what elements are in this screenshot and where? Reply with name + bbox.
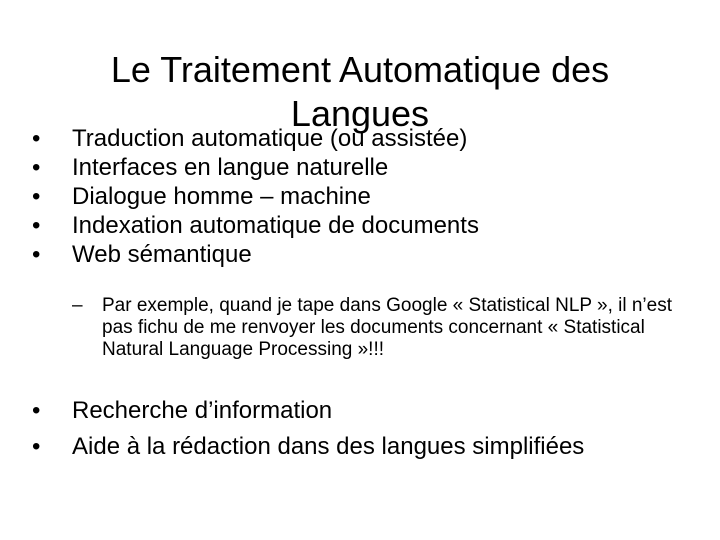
bullet-item [32, 153, 702, 182]
slide-title-line-1: Le Traitement Automatique des [110, 49, 610, 91]
bullet-text: Indexation automatique de documents [72, 212, 479, 239]
bullet-text: Dialogue homme – machine [72, 183, 371, 210]
bullet-item [32, 393, 702, 429]
bullet-text: Traduction automatique (ou assistée) [72, 125, 468, 152]
bullet-item [32, 429, 702, 465]
bullet-list [32, 124, 702, 269]
dash-marker: – [72, 295, 83, 316]
bullet-text: Recherche d’information [72, 397, 333, 424]
bullet-marker: • [32, 433, 41, 460]
bullet-item [32, 240, 702, 269]
bullet-list-continued [32, 393, 702, 465]
bullet-marker: • [32, 212, 41, 239]
slide-title [60, 48, 660, 136]
bullet-text: Aide à la rédaction dans des langues simplifiées [72, 433, 585, 460]
sub-bullet-text: Par exemple, quand je tape dans Google « Statistical NLP », il n’est pas fichu de me renvoyer les documents concernant « Statistical Natural Language Processing »!!! [102, 295, 672, 360]
bullet-text: Interfaces en langue naturelle [72, 154, 389, 181]
bullet-text: Web sémantique [72, 241, 252, 268]
bullet-marker: • [32, 125, 41, 152]
bullet-item [32, 211, 702, 240]
bullet-marker: • [32, 241, 41, 268]
bullet-marker: • [32, 183, 41, 210]
bullet-marker: • [32, 154, 41, 181]
sub-bullet-item [72, 295, 682, 361]
bullet-item [32, 182, 702, 211]
slide-title-line-2: Langues [290, 93, 430, 135]
bullet-item [32, 124, 702, 153]
bullet-marker: • [32, 397, 41, 424]
sub-bullet-list [72, 295, 682, 361]
